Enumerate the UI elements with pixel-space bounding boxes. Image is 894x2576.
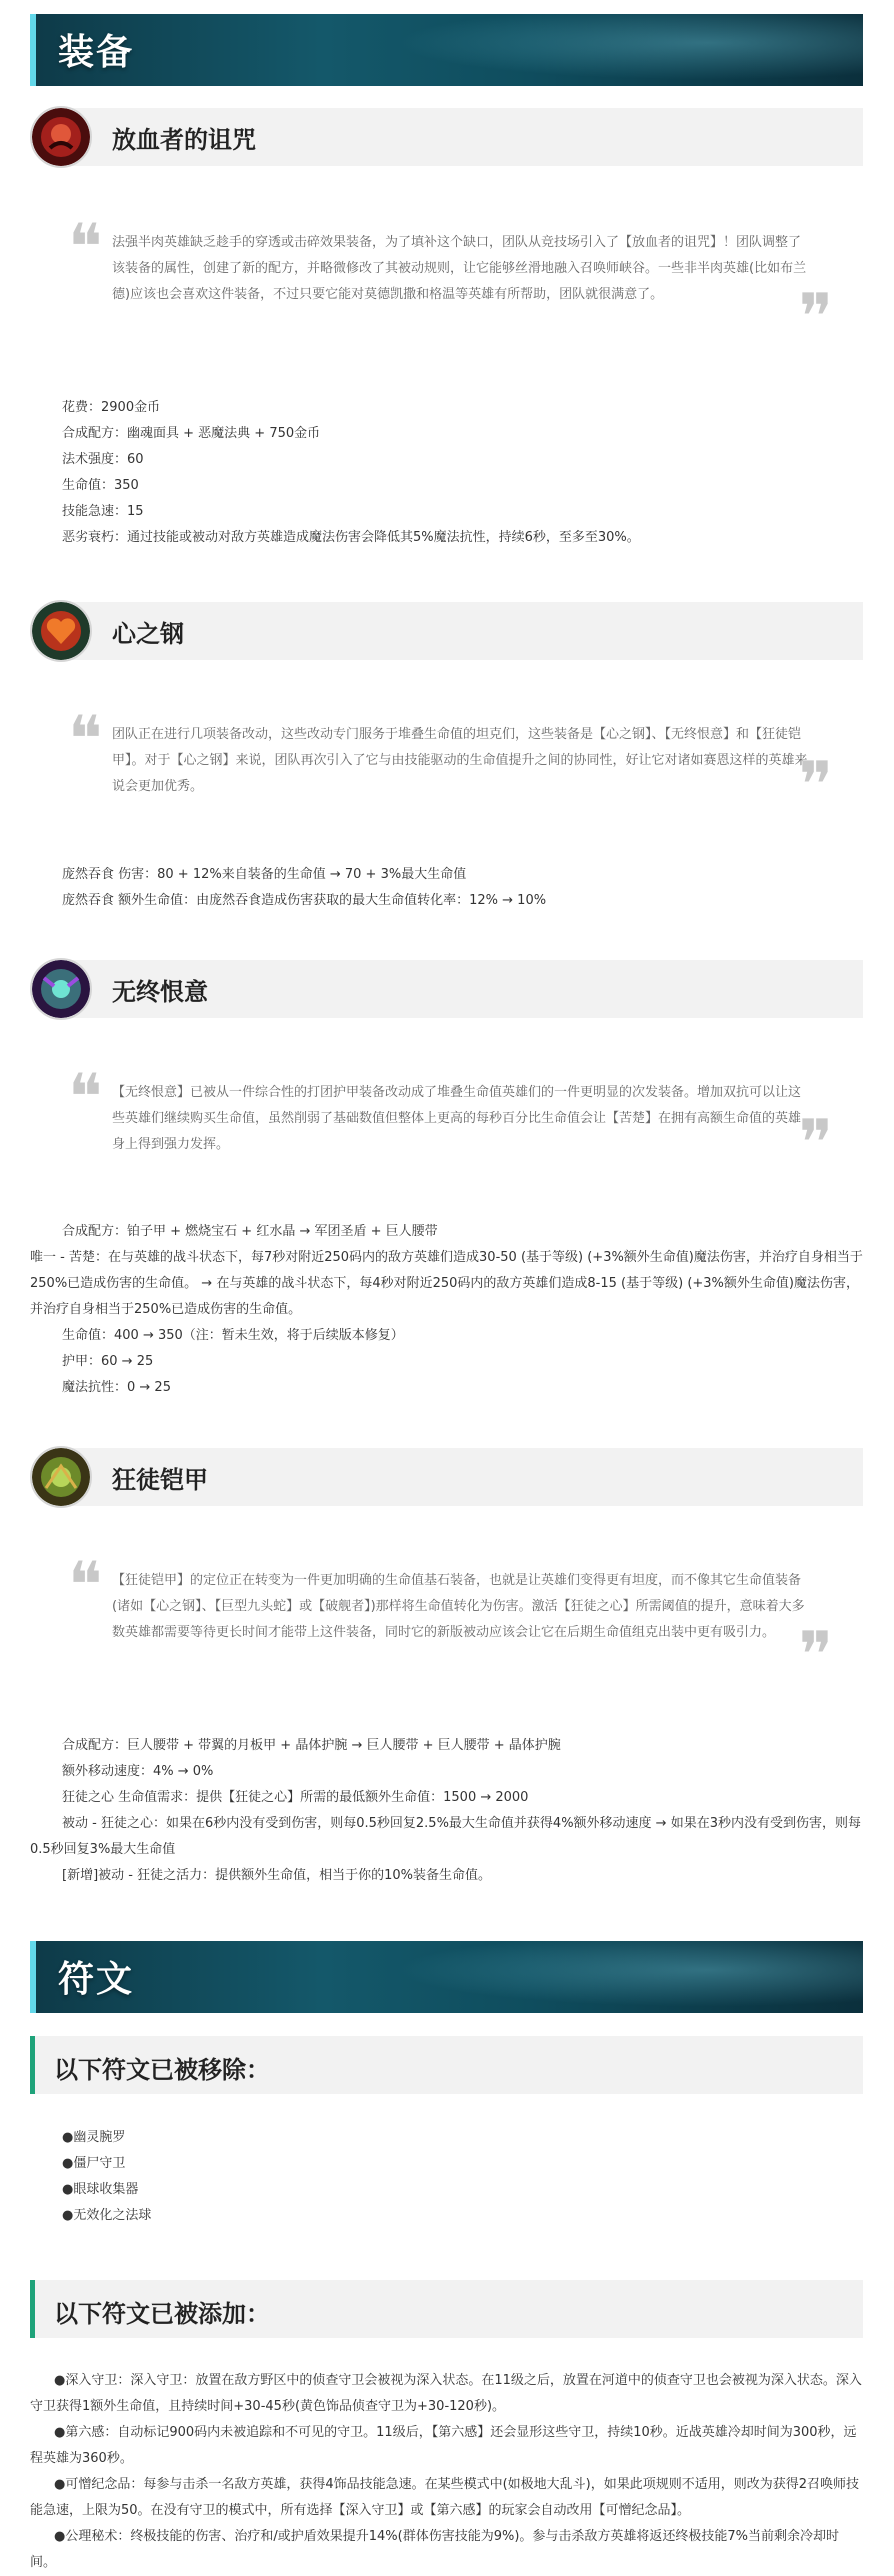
subhead-accent (30, 2036, 35, 2094)
list-item: ●幽灵腕罗 (62, 2130, 126, 2145)
stat-line: 法术强度：60 (62, 452, 144, 467)
banner-accent (30, 1941, 36, 2013)
stat-line: 技能急速：15 (62, 504, 144, 519)
removed-runes-list (62, 2125, 151, 2229)
stat-paragraph: 唯一 - 苦楚：在与英雄的战斗状态下，每7秒对附近250码内的敌方英雄们造成30-50 (基于等级) (+3%额外生命值)魔法伤害，并治疗自身相当于250%已造成伤害的生命值。 → 在与英雄的战斗状态下，每4秒对附近250码内的敌方英雄们造成8-15 (基于等级) (+3%额外生命值)魔法伤害，并治疗自身相当于250%已造成伤害的生命值。 (30, 1250, 863, 1317)
stat-line: 庞然吞食 伤害：80 + 12%来自装备的生命值 → 70 + 3%最大生命值 (62, 867, 467, 882)
stat-line: 合成配方：幽魂面具 + 恶魔法典 + 750金币 (62, 426, 321, 441)
section-title-runes: 符文 (58, 1959, 135, 2000)
quote-open-icon: ❝ (68, 1061, 103, 1135)
stat-line: 狂徒之心 生命值需求：提供【狂徒之心】所需的最低额外生命值：1500 → 2000 (62, 1790, 529, 1805)
stat-line: 合成配方：巨人腰带 + 带翼的月板甲 + 晶体护腕 → 巨人腰带 + 巨人腰带 + 晶体护腕 (62, 1738, 561, 1753)
unending-despair-icon (30, 958, 92, 1020)
item-stats (62, 1323, 862, 1401)
banner-accent (30, 14, 36, 86)
item-header-heartsteel (30, 600, 863, 662)
heartsteel-icon (30, 600, 92, 662)
stat-line: 恶劣衰朽：通过技能或被动对敌方英雄造成魔法伤害会降低其5%魔法抗性，持续6秒，至多至30%。 (62, 530, 640, 545)
quote-close-icon: ❞ (798, 281, 833, 355)
stat-line: [新增]被动 - 狂徒之活力：提供额外生命值，相当于你的10%装备生命值。 (62, 1868, 491, 1883)
list-item: ●眼球收集器 (62, 2182, 139, 2197)
stat-line: 生命值：350 (62, 478, 139, 493)
stat-line: 魔法抗性：0 → 25 (62, 1380, 171, 1395)
quote-text: 【狂徒铠甲】的定位正在转变为一件更加明确的生命值基石装备，也就是让英雄们变得更有坦度，而不像其它生命值装备(诸如【心之钢】、【巨型九头蛇】或【破舰者】)那样将生命值转化为伤害。激活【狂徒之心】所需阈值的提升，意味着大多数英雄都需要等待更长时间才能带上这件装备，同时它的新版被动应该会让它在后期生命值组克出装中更有吸引力。 (112, 1573, 805, 1640)
item-stats (62, 862, 862, 914)
list-item: ●公理秘术：终极技能的伤害、治疗和/或护盾效果提升14%(群体伤害技能为9%)。参与击杀敌方英雄将返还终极技能7%当前剩余冷却时间。 (30, 2529, 840, 2570)
list-item: ●第六感：自动标记900码内未被追踪和不可见的守卫。11级后，【第六感】还会显形这些守卫，持续10秒。近战英雄冷却时间为300秒，远程英雄为360秒。 (30, 2425, 857, 2466)
item-quote (60, 1549, 833, 1693)
quote-open-icon: ❝ (68, 211, 103, 285)
item-stats (62, 1219, 862, 1245)
quote-close-icon: ❞ (798, 749, 833, 823)
quote-text: 团队正在进行几项装备改动，这些改动专门服务于堆叠生命值的坦克们，这些装备是【心之钢】、【无终恨意】和【狂徒铠甲】。对于【心之钢】来说，团队再次引入了它与由技能驱动的生命值提升之间的协同性，好让它对诸如赛恩这样的英雄来说会更加优秀。 (112, 727, 808, 794)
list-item: ●僵尸守卫 (62, 2156, 126, 2171)
section-banner-runes (30, 1941, 863, 2013)
stat-line: 护甲：60 → 25 (62, 1354, 154, 1369)
stat-line: 庞然吞食 额外生命值：由庞然吞食造成伤害获取的最大生命值转化率：12% → 10% (62, 893, 547, 908)
quote-open-icon: ❝ (68, 703, 103, 777)
banner-glow (343, 1941, 863, 2013)
item-name: 无终恨意 (112, 978, 208, 1006)
quote-close-icon: ❞ (798, 1619, 833, 1693)
stat-line: 生命值：400 → 350（注：暂未生效，将于后续版本修复） (62, 1328, 404, 1343)
item-quote (60, 1061, 833, 1181)
item-quote (60, 211, 833, 355)
section-banner-equipment (30, 14, 863, 86)
quote-close-icon: ❞ (798, 1107, 833, 1181)
item-name: 放血者的诅咒 (112, 126, 256, 154)
removed-runes-title: 以下符文已被移除： (54, 2056, 270, 2084)
added-runes-header (30, 2280, 863, 2338)
stat-paragraph: 被动 - 狂徒之心：如果在6秒内没有受到伤害，则每0.5秒回复2.5%最大生命值并获得4%额外移动速度 → 如果在3秒内没有受到伤害，则每0.5秒回复3%最大生命值 (30, 1816, 861, 1857)
added-runes-title: 以下符文已被添加： (54, 2300, 270, 2328)
item-passive-text (30, 1245, 863, 1323)
item-name: 狂徒铠甲 (112, 1466, 208, 1494)
list-item: ●可憎纪念品：每参与击杀一名敌方英雄，获得4饰品技能急速。在某些模式中(如极地大乱斗)，如果此项规则不适用，则改为获得2召唤师技能急速，上限为50。在没有守卫的模式中，所有选择【深入守卫】或【第六感】的玩家会自动改用【可憎纪念品】。 (30, 2477, 860, 2518)
item-header-warmogs-armor (30, 1446, 863, 1508)
item-name: 心之钢 (112, 620, 184, 648)
list-item: ●无效化之法球 (62, 2208, 152, 2223)
removed-runes-header (30, 2036, 863, 2094)
subhead-accent (30, 2280, 35, 2338)
stat-line: 花费：2900金币 (62, 400, 161, 415)
quote-text: 【无终恨意】已被从一件综合性的打团护甲装备改动成了堆叠生命值英雄们的一件更明显的次发装备。增加双抗可以让这些英雄们继续购买生命值，虽然削弱了基础数值但整体上更高的每秒百分比生命值会让【苦楚】在拥有高额生命值的英雄身上得到强力发挥。 (112, 1085, 802, 1152)
stat-line: 合成配方：铂子甲 + 燃烧宝石 + 红水晶 → 军团圣盾 + 巨人腰带 (62, 1224, 438, 1239)
list-item: ●深入守卫：深入守卫：放置在敌方野区中的侦查守卫会被视为深入状态。在11级之后，放置在河道中的侦查守卫也会被视为深入状态。深入守卫获得1额外生命值，且持续时间+30-45秒(黄色饰品侦查守卫为+30-120秒)。 (30, 2373, 862, 2414)
item-header-unending-despair (30, 958, 863, 1020)
warmogs-armor-icon (30, 1446, 92, 1508)
added-runes-list (30, 2368, 863, 2576)
item-stats (62, 1863, 862, 1889)
section-title-equipment: 装备 (58, 32, 135, 73)
item-header-bloodletters-curse (30, 106, 863, 168)
item-stats (62, 395, 862, 551)
quote-open-icon: ❝ (68, 1549, 103, 1623)
banner-glow (343, 14, 863, 86)
bloodletters-curse-icon (30, 106, 92, 168)
item-stats (62, 1733, 862, 1811)
item-header-strip (70, 602, 863, 660)
quote-text: 法强半肉英雄缺乏趁手的穿透或击碎效果装备，为了填补这个缺口，团队从竞技场引入了【放血者的诅咒】！团队调整了该装备的属性，创建了新的配方，并略微修改了其被动规则，让它能够丝滑地融入召唤师峡谷。一些非半肉英雄(比如布兰德)应该也会喜欢这件装备，不过只要它能对莫德凯撒和格温等英雄有所帮助，团队就很满意了。 (112, 235, 807, 302)
item-passive-text (30, 1811, 863, 1863)
item-quote (60, 703, 833, 823)
stat-line: 额外移动速度：4% → 0% (62, 1764, 214, 1779)
